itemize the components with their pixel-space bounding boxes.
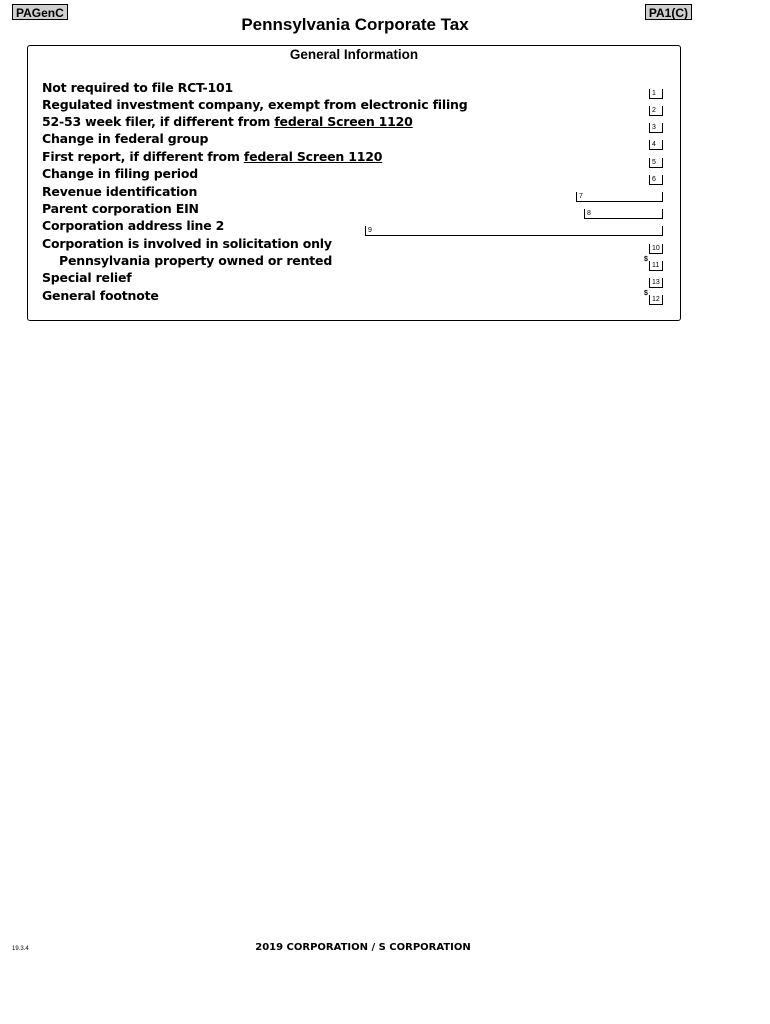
federal-screen-1120-link-2[interactable]: federal Screen 1120 xyxy=(243,149,383,164)
label-change-in-filing-period: Change in filing period xyxy=(42,166,199,181)
label-first-report-text: First report, if different from xyxy=(42,149,244,164)
label-first-report xyxy=(42,149,382,164)
screen-code-tag: PA1(C) xyxy=(645,4,692,20)
form-footer-title: 2019 CORPORATION / S CORPORATION xyxy=(255,942,471,953)
label-52-53-text: 52-53 week filer, if different from xyxy=(42,114,275,129)
field-12[interactable]: 12 xyxy=(649,295,663,305)
field-7[interactable]: 7 xyxy=(576,192,663,202)
field-4[interactable]: 4 xyxy=(649,140,663,150)
label-solicitation-only: Corporation is involved in solicitation only xyxy=(42,236,332,251)
label-special-relief: Special relief xyxy=(42,270,132,285)
field-10[interactable]: 10 xyxy=(649,244,663,254)
general-information-section xyxy=(27,45,681,321)
federal-screen-1120-link[interactable]: federal Screen 1120 xyxy=(274,114,413,129)
label-corporation-address-line-2: Corporation address line 2 xyxy=(42,218,225,233)
field-8[interactable]: 8 xyxy=(584,209,663,219)
label-pa-property-owned-or-rented: Pennsylvania property owned or rented xyxy=(59,253,333,268)
field-1[interactable]: 1 xyxy=(649,89,663,99)
field-5[interactable]: 5 xyxy=(649,158,663,168)
label-general-footnote: General footnote xyxy=(42,288,159,303)
field-11[interactable]: 11 xyxy=(649,261,663,271)
page-title: Pennsylvania Corporate Tax xyxy=(241,15,469,34)
label-parent-corporation-ein: Parent corporation EIN xyxy=(42,201,199,216)
field-9[interactable]: 9 xyxy=(365,226,663,236)
version-number: 19.3.4 xyxy=(12,946,29,952)
label-regulated-investment-company: Regulated investment company, exempt from electronic filing xyxy=(42,97,468,112)
field-13[interactable]: 13 xyxy=(649,278,663,288)
dollar-sign-12: $ xyxy=(644,290,648,297)
label-52-53-week-filer xyxy=(42,114,413,129)
section-title: General Information xyxy=(289,47,419,62)
label-not-required-rct101: Not required to file RCT-101 xyxy=(42,80,234,95)
form-code-tag: PAGenC xyxy=(12,4,68,20)
field-3[interactable]: 3 xyxy=(649,123,663,133)
field-6[interactable]: 6 xyxy=(649,175,663,185)
dollar-sign-11: $ xyxy=(644,256,648,263)
label-revenue-identification: Revenue identification xyxy=(42,184,198,199)
field-2[interactable]: 2 xyxy=(649,106,663,116)
label-change-in-federal-group: Change in federal group xyxy=(42,131,209,146)
